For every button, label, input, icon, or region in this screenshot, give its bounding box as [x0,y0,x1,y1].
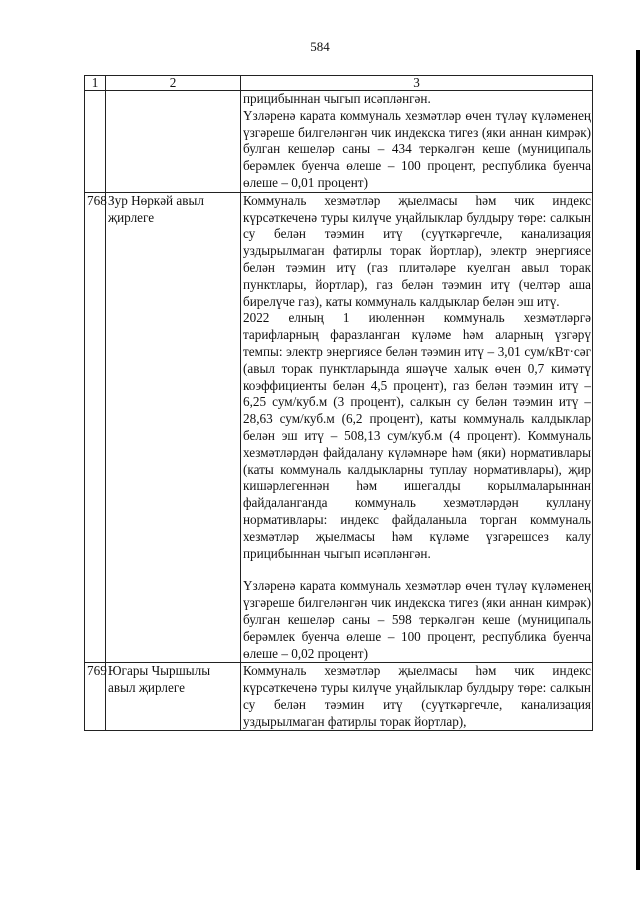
settlement-name: Югары Чыршылы авыл җирлеге [106,663,241,731]
row-description [241,663,593,731]
page-number: 584 [310,39,330,54]
document-table [84,75,593,731]
header-row [85,76,593,91]
row-number: 768 [85,192,106,663]
paragraph: Үзләренә карата коммуналь хезмәтләр өчен түләү күләменең үзгәреше билгеләнгән чик индекска тигез (яки аннан кимрәк) булган кешеләр саны – 598 теркәлгән кеше (муниципаль берәмлек буенча өлеше – 100 процент, республика буенча өлеше – 0,02 процент) [243,578,591,661]
paragraph: 2022 елның 1 июленнән коммуналь хезмәтләргә тарифларның фаразланган күләме һәм аларның үзгәрү темпы: электр энергиясе белән тәэмин итү – 3,01 сум/кВт·сәг (авыл торак пунктларында яшәүче халык өчен 0,7 кимәтү коэффициенты белән 4,5 процент), газ белән тәэмин итү – 6,25 сум/куб.м (3 процент), салкын су белән тәэмин итү – 28,63 сум/куб.м (6,2 процент), каты коммуналь калдыклар белән эш итү – 508,13 сум/куб.м (4 процент). Коммуналь хезмәтләрдән файдалану күләмнәре һәм (яки) нормативлары (каты коммуналь калдыкларны туплау нормативлары), җир кишәрлегеннән һәм ишегалды корылмаларыннан файдаланганда коммуналь хезмәтләрдән куллану нормативлары: индекс файдаланыла торган коммуналь хезмәтләр җыелмасы һәм күләме үзгәрешсез калу прицибыннан чыгып исәпләнгән. [243,310,591,561]
table-row-768 [85,192,593,663]
settlement-name: Зур Нөркәй авыл җирлеге [106,192,241,663]
table-row-769 [85,663,593,731]
header-col-1: 1 [85,76,106,91]
header-col-2: 2 [106,76,241,91]
row-description [241,91,593,193]
settlement-name [106,91,241,193]
row-description [241,192,593,663]
paragraph: Үзләренә карата коммуналь хезмәтләр өчен түләү күләменең үзгәреше билгеләнгән чик индекска тигез (яки аннан кимрәк) булган кешеләр саны – 434 теркәлгән кеше (муниципаль берәмлек буенча өлеше – 100 процент, республика буенча өлеше – 0,01 процент) [243,107,591,190]
header-col-3: 3 [241,76,593,91]
paragraph: Коммуналь хезмәтләр җыелмасы һәм чик индекс күрсәткеченә туры килүче уңайлыклар булдыру төре: салкын су белән тәэмин итү (суүткәргечле, канализация уздырылмаган фатирлы торак йортлар), электр энергиясе белән тәэмин итү (газ плитәләре куелган авыл торак пунктлары, йортлар), газ белән тәэмин итү (челтәр аша бирелүче газ), каты коммуналь калдыклар белән эш итү. [243,192,591,309]
row-number: 769 [85,663,106,731]
scan-edge-bar [636,50,640,870]
paragraph: Коммуналь хезмәтләр җыелмасы һәм чик индекс күрсәткеченә туры килүче уңайлыклар булдыру төре: салкын су белән тәэмин итү (суүткәргечле, канализация уздырылмаган фатирлы торак йортлар), [243,663,591,729]
paragraph: прицибыннан чыгып исәпләнгән. [243,91,431,106]
table-row-continuation [85,91,593,193]
row-number [85,91,106,193]
